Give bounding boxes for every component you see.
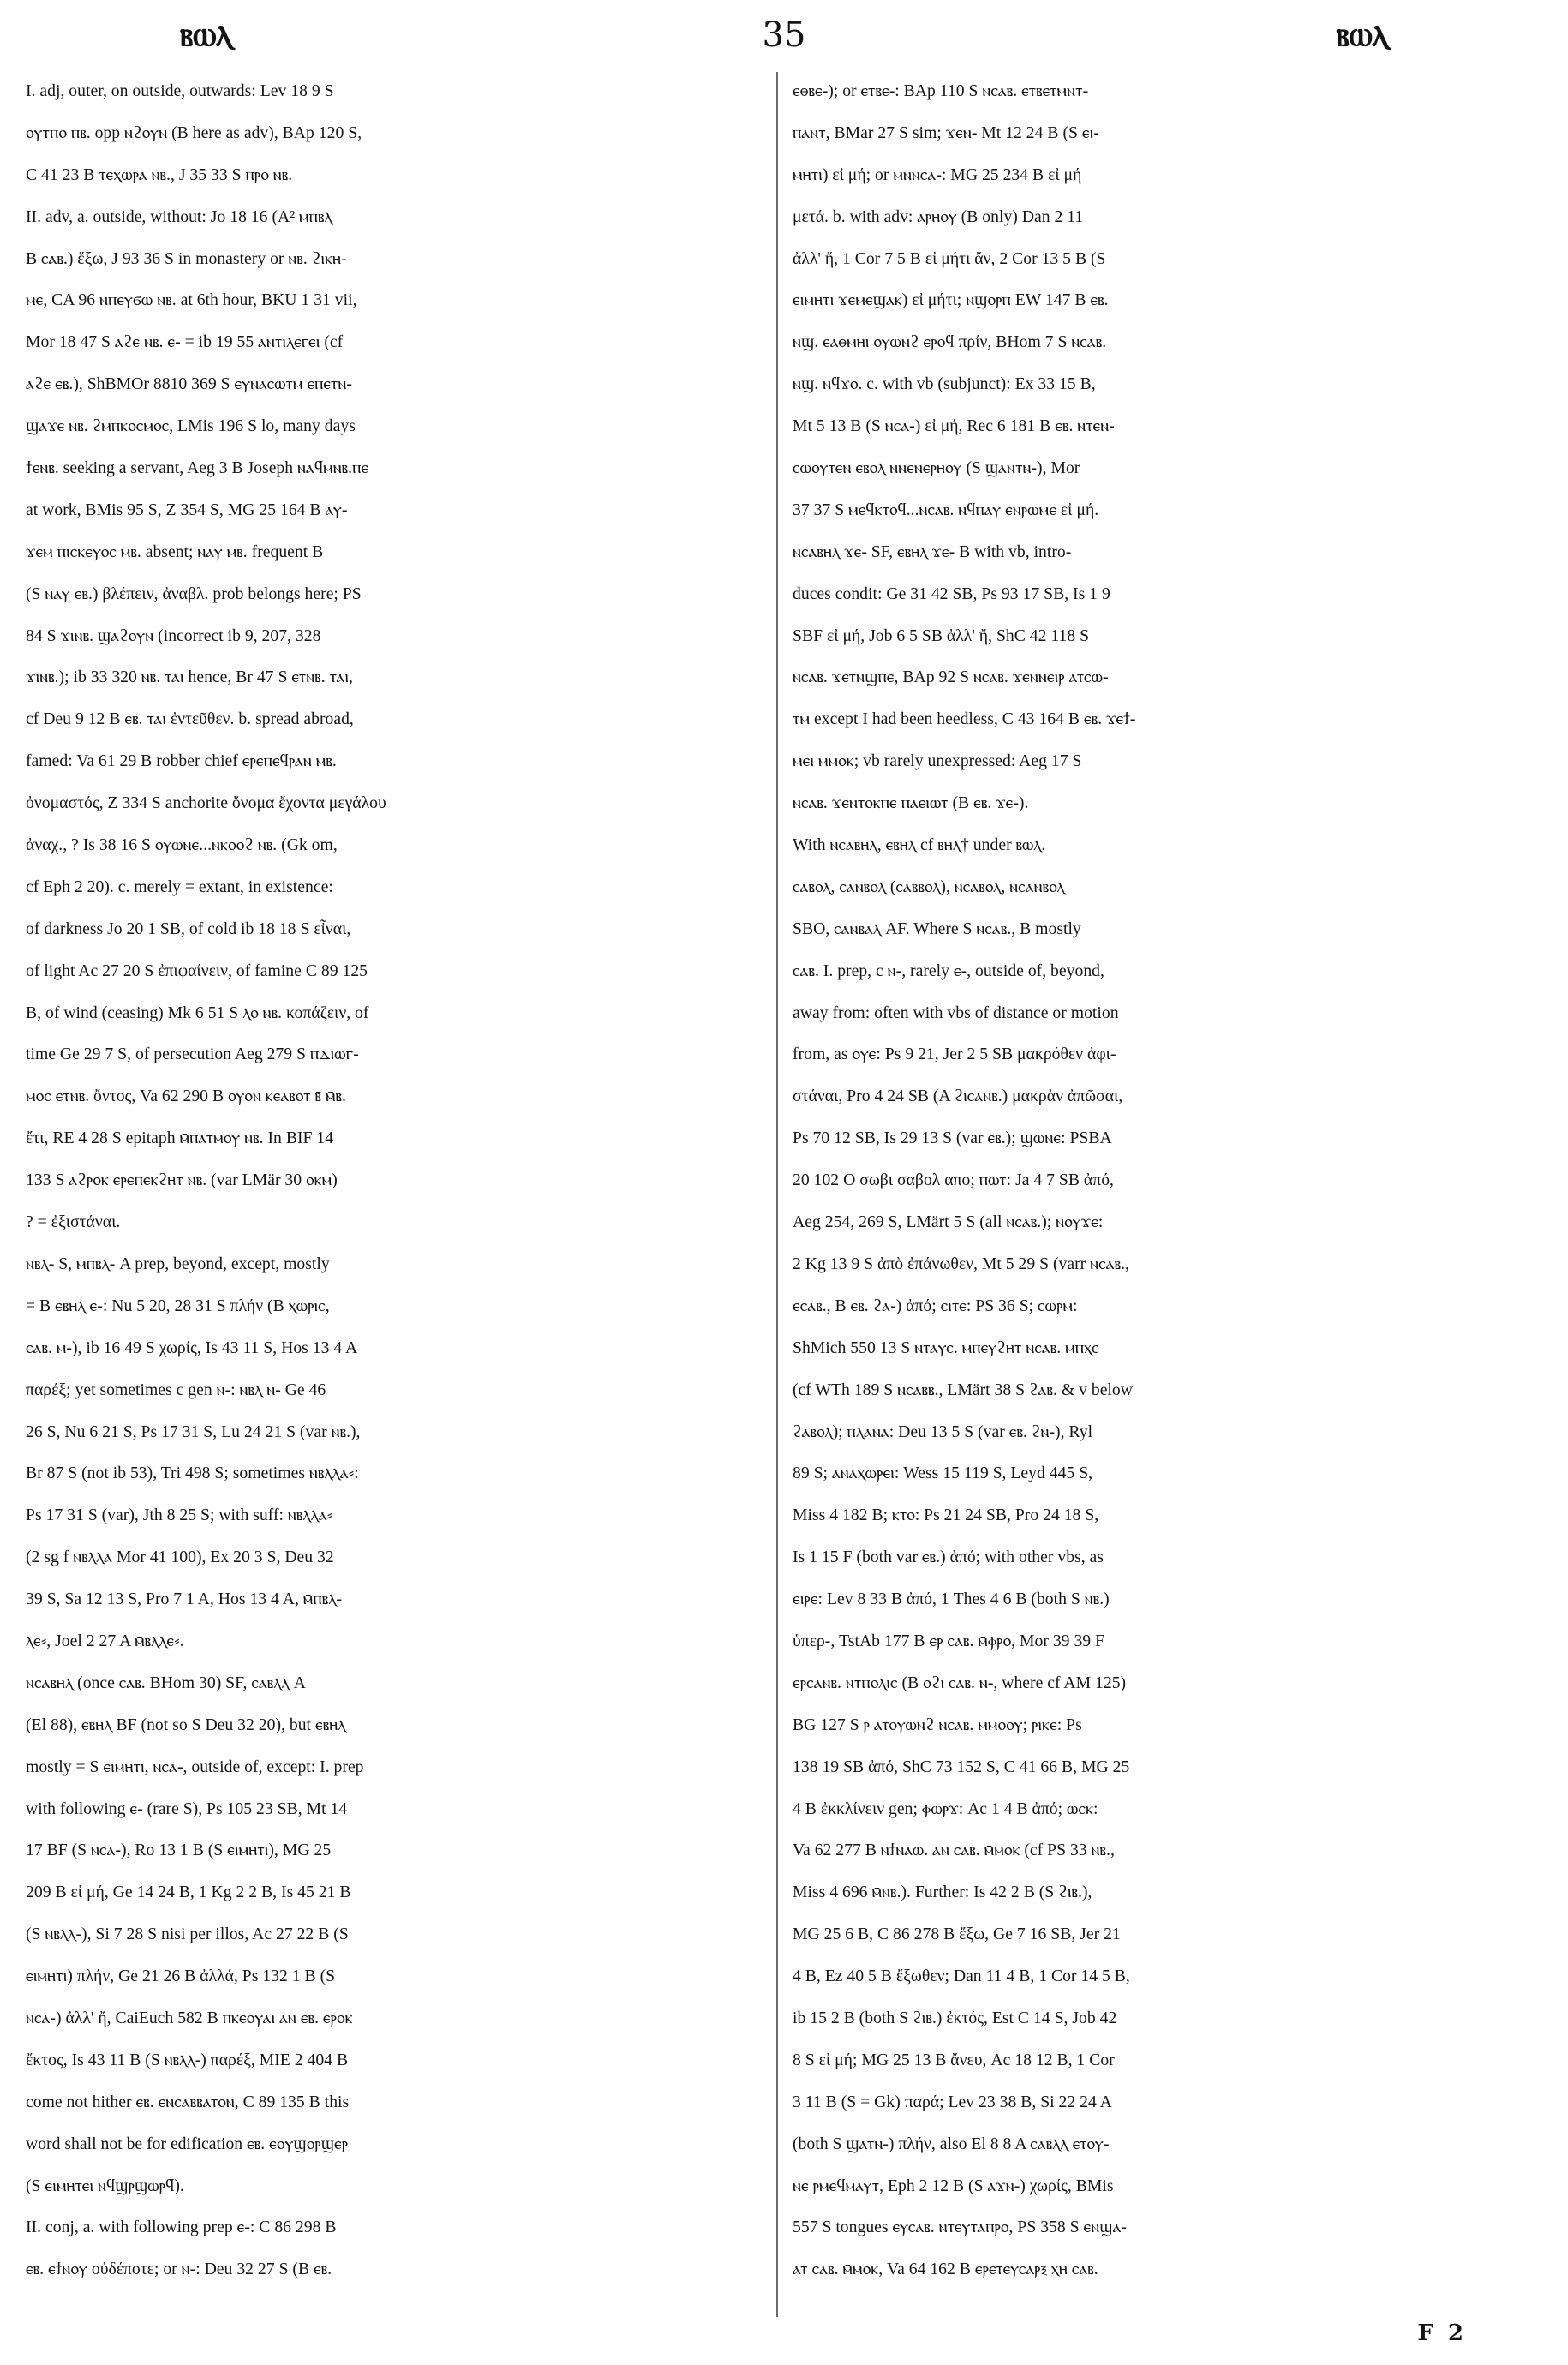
text-line: (S ⲛⲃⲗⲗ-), Si 7 28 S nisi per illos, Ac 27 22 B (S <box>26 1925 349 1944</box>
text-line: (cf WTh 189 S ⲛⲥⲁⲃⲃ., LMärt 38 S ϩⲁⲃ. & v below <box>793 1380 1133 1399</box>
text-line: ShMich 550 13 S ⲛⲧⲁⲩⲥ. ⲙ̄ⲡⲉⲩϩⲏⲧ ⲛⲥⲁⲃ. ⲙ̄ⲡⲭ̄ⲥ̄ <box>793 1338 1099 1357</box>
text-line: mostly = S ⲉⲓⲙⲏⲧⲓ, ⲛⲥⲁ-, outside of, except: I. prep <box>26 1757 364 1776</box>
text-line: time Ge 29 7 S, of persecution Aeg 279 S ⲡⲇⲓⲱⲅ- <box>26 1045 359 1064</box>
text-line: ϯⲉⲛⲃ. seeking a servant, Aeg 3 B Joseph ⲛⲁϥⲙ̄ⲛⲃ.ⲡⲉ <box>26 458 369 478</box>
text-line: ὀνομαστός, Z 334 S anchorite ὄνομα ἔχοντα μεγάλου <box>26 793 386 813</box>
text-line: ⲉⲓⲣⲉ: Lev 8 33 B ἀπό, 1 Thes 4 6 B (both S ⲛⲃ.) <box>793 1590 1110 1609</box>
text-line: Mor 18 47 S ⲁϩⲉ ⲛⲃ. ⲉ- = ib 19 55 ⲁⲛⲧⲓⲗⲉⲅⲉⲓ (cf <box>26 332 344 352</box>
text-line: Va 62 277 B ⲛϯⲛⲁⲱ. ⲁⲛ ⲥⲁⲃ. ⲙ̄ⲙⲟⲕ (cf PS 33 ⲛⲃ., <box>793 1841 1115 1860</box>
text-line: word shall not be for edification ⲉⲃ. ⲉⲟⲩϣⲟⲣϣⲉⲣ <box>26 2134 349 2153</box>
text-line: BG 127 S ⲣ ⲁⲧⲟⲩⲱⲛϩ ⲛⲥⲁⲃ. ⲙ̄ⲙⲟⲟⲩ; ⲣⲓⲕⲉ: Ps <box>793 1715 1082 1734</box>
text-line: ⲛⲃⲗ- S, ⲙ̄ⲡⲃⲗ- A prep, beyond, except, mostly <box>26 1254 330 1273</box>
text-line: 17 BF (S ⲛⲥⲁ-), Ro 13 1 B (S ⲉⲓⲙⲏⲧⲓ), MG 25 <box>26 1841 332 1860</box>
text-line: ⲛⲥⲁⲃ. ϫⲉⲛⲧⲟⲕⲡⲉ ⲡⲁⲉⲓⲱⲧ (B ⲉⲃ. ϫⲉ-). <box>793 793 1029 813</box>
text-line: παρέξ; yet sometimes c gen ⲛ-: ⲛⲃⲗ ⲛ- Ge 46 <box>26 1380 326 1399</box>
text-line: = B ⲉⲃⲏⲗ ⲉ-: Nu 5 20, 28 31 S πλήν (B ⲭⲱⲣⲓⲥ, <box>26 1296 330 1315</box>
text-line: 8 S εἰ μή; MG 25 13 B ἄνευ, Ac 18 12 B, 1 Cor <box>793 2050 1115 2069</box>
text-line: (El 88), ⲉⲃⲏⲗ BF (not so S Deu 32 20), but ⲉⲃⲏⲗ <box>26 1715 346 1734</box>
left-column <box>26 70 780 2290</box>
text-line: Miss 4 182 B; ⲕⲧⲟ: Ps 21 24 SB, Pro 24 18 S, <box>793 1506 1099 1525</box>
text-line: ⲟⲩⲧⲡⲟ ⲡⲃ. opp ⲛ̄ϩⲟⲩⲛ (B here as adv), BAp 120 S, <box>26 123 362 142</box>
text-line: of light Ac 27 20 S ἐπιφαίνειν, of famine C 89 125 <box>26 961 368 980</box>
text-line: 133 S ⲁϩⲣⲟⲕ ⲉⲣⲉⲡⲉⲕϩⲏⲧ ⲛⲃ. (var LMär 30 ⲟⲕⲙ) <box>26 1171 338 1190</box>
text-line: 26 S, Nu 6 21 S, Ps 17 31 S, Lu 24 21 S (var ⲛⲃ.), <box>26 1422 361 1441</box>
text-line: at work, BMis 95 S, Z 354 S, MG 25 164 B ⲁⲩ- <box>26 500 348 519</box>
text-line: ⲙⲉⲓ ⲙ̄ⲙⲟⲕ; vb rarely unexpressed: Aeg 17 S <box>793 751 1082 771</box>
text-line: II. conj, a. with following prep ⲉ-: C 86 298 B <box>26 2218 337 2237</box>
text-line: B, of wind (ceasing) Mk 6 51 S ⲗⲟ ⲛⲃ. κοπάζειν, of <box>26 1003 369 1022</box>
text-line: μετά. b. with adv: ⲁⲣⲏⲟⲩ (B only) Dan 2 11 <box>793 207 1084 226</box>
text-line: ⲥⲱⲟⲩⲧⲉⲛ ⲉⲃⲟⲗ ⲛ̄ⲛⲉⲛⲉⲣⲏⲟⲩ (S ϣⲁⲛⲧⲛ-), Mor <box>793 458 1080 478</box>
text-line: ⲡⲁⲛⲧ, BMar 27 S sim; ϫⲉⲛ- Mt 12 24 B (S ⲉⲓ- <box>793 123 1099 142</box>
text-line: ⲛⲥⲁⲃⲏⲗ (once ⲥⲁⲃ. BHom 30) SF, ⲥⲁⲃⲗⲗ A <box>26 1673 306 1692</box>
text-line: Ps 70 12 SB, Is 29 13 S (var ⲉⲃ.); ϣⲱⲛⲉ: PSBA <box>793 1129 1112 1148</box>
text-line: ⲙⲟⲥ ⲉⲧⲛⲃ. ὄντος, Va 62 290 B ⲟⲩⲟⲛ ⲕⲉⲁⲃⲟⲧ ⲃ̄ ⲙ̄ⲃ. <box>26 1087 346 1106</box>
text-line: famed: Va 61 29 B robber chief ⲉⲣⲉⲡⲉϥⲣⲁⲛ ⲙ̄ⲃ. <box>26 751 337 771</box>
text-line: 39 S, Sa 12 13 S, Pro 7 1 A, Hos 13 4 A, ⲙ̄ⲡⲃⲗ- <box>26 1590 343 1609</box>
text-line: 20 102 O σωβι σαβολ απο; ⲡⲱⲧ: Ja 4 7 SB ἀπό, <box>793 1171 1114 1190</box>
headword-left: ⲃⲱⲗ <box>180 14 232 54</box>
text-line: ⲛⲥⲁ-) ἀλλ' ἤ, CaiEuch 582 B ⲡⲕⲉⲟⲩⲁⲓ ⲁⲛ ⲉⲃ. ⲉⲣⲟⲕ <box>26 2008 353 2027</box>
text-line: from, as ⲟⲩⲉ: Ps 9 21, Jer 2 5 SB μακρόθεν ἀφι- <box>793 1045 1116 1064</box>
text-line: ἀλλ' ἤ, 1 Cor 7 5 B εἰ μήτι ἄν, 2 Cor 13 5 B (S <box>793 248 1106 268</box>
text-line: ⲉⲑⲃⲉ-); or ⲉⲧⲃⲉ-: BAp 110 S ⲛⲥⲁⲃ. ⲉⲧⲃⲉⲧⲙⲛⲧ- <box>793 81 1089 100</box>
text-line: Miss 4 696 ⲙ̄ⲛⲃ.). Further: Is 42 2 B (S ϩⲓⲃ.), <box>793 1883 1092 1902</box>
text-line: 37 37 S ⲙⲉϥⲕⲧⲟϥ...ⲛⲥⲁⲃ. ⲛϥⲡⲁⲩ ⲉⲛⲣⲱⲙⲉ εἰ μή. <box>793 500 1099 519</box>
text-line: Mt 5 13 B (S ⲛⲥⲁ-) εἰ μή, Rec 6 181 B ⲉⲃ. ⲛⲧⲉⲛ- <box>793 416 1115 436</box>
column-divider <box>776 72 778 2317</box>
text-line: (2 sg f ⲛⲃⲗⲗⲁ Mor 41 100), Ex 20 3 S, Deu 32 <box>26 1548 334 1567</box>
text-line: duces condit: Ge 31 42 SB, Ps 93 17 SB, Is 1 9 <box>793 584 1110 603</box>
text-line: ⲥⲁⲃ. I. prep, c ⲛ-, rarely ⲉ-, outside of, beyond, <box>793 961 1104 980</box>
text-line: Ps 17 31 S (var), Jth 8 25 S; with suff: ⲛⲃⲗⲗⲁ⸗ <box>26 1506 333 1525</box>
text-line: 84 S ϫⲓⲛⲃ. ϣⲁϩⲟⲩⲛ (incorrect ib 9, 207, 328 <box>26 626 321 645</box>
text-line: 4 B ἐκκλίνειν gen; ⲫⲱⲣϫ: Ac 1 4 B ἀπό; ⲱⲥⲕ: <box>793 1799 1098 1818</box>
text-line: With ⲛⲥⲁⲃⲏⲗ, ⲉⲃⲏⲗ cf ⲃⲏⲗ† under ⲃⲱⲗ. <box>793 835 1046 855</box>
text-line: ⲉⲥⲁⲃ., B ⲉⲃ. ϩⲁ-) ἀπό; ⲥⲓⲧⲉ: PS 36 S; ⲥⲱⲣⲙ: <box>793 1296 1078 1315</box>
text-line: 3 11 B (S = Gk) παρά; Lev 23 38 B, Si 22 24 A <box>793 2092 1112 2111</box>
text-line: ? = ἐξιστάναι. <box>26 1212 121 1232</box>
text-line: (both S ϣⲁⲧⲛ-) πλήν, also El 8 8 A ⲥⲁⲃⲗⲗ ⲉⲧⲟⲩ- <box>793 2134 1110 2153</box>
text-line: ⲛⲥⲁⲃⲏⲗ ϫⲉ- SF, ⲉⲃⲏⲗ ϫⲉ- B with vb, intro- <box>793 542 1072 561</box>
text-line: 89 S; ⲁⲛⲁⲭⲱⲣⲉⲓ: Wess 15 119 S, Leyd 445 S, <box>793 1464 1093 1483</box>
text-line: ⲉⲃ. ⲉϯⲛⲟⲩ οὐδέποτε; or ⲛ-: Deu 32 27 S (B ⲉⲃ. <box>26 2260 332 2279</box>
text-line: ἔκτος, Is 43 11 B (S ⲛⲃⲗⲗ-) παρέξ, MIE 2 404 B <box>26 2050 349 2069</box>
text-line: II. adv, a. outside, without: Jo 18 16 (A² ⲙ̄ⲡⲃⲗ <box>26 207 332 226</box>
text-line: SBF εἰ μή, Job 6 5 SB ἀλλ' ἤ, ShC 42 118 S <box>793 626 1090 645</box>
text-line: Is 1 15 F (both var ⲉⲃ.) ἀπό; with other vbs, as <box>793 1548 1104 1567</box>
text-line: ⲗⲉ⸗, Joel 2 27 A ⲙ̄ⲃⲗⲗⲉ⸗. <box>26 1631 184 1650</box>
text-line: (S ⲛⲁⲩ ⲉⲃ.) βλέπειν, ἀναβλ. prob belongs here; PS <box>26 584 362 603</box>
text-line: ϩⲁⲃⲟⲗ); ⲡⲗⲁⲛⲁ: Deu 13 5 S (var ⲉⲃ. ϩⲛ-), Ryl <box>793 1422 1093 1441</box>
text-line: of darkness Jo 20 1 SB, of cold ib 18 18 S εἶναι, <box>26 919 351 938</box>
page-number: 35 <box>762 15 806 55</box>
text-line: 4 B, Ez 40 5 B ἔξωθεν; Dan 11 4 B, 1 Cor 14 5 B, <box>793 1967 1130 1986</box>
text-line: ⲉⲣⲥⲁⲛⲃ. ⲛⲧⲡⲟⲗⲓⲥ (B ⲟϩⲓ ⲥⲁⲃ. ⲛ-, where cf AM 125) <box>793 1673 1127 1692</box>
text-line: 138 19 SB ἀπό, ShC 73 152 S, C 41 66 B, MG 25 <box>793 1757 1130 1776</box>
text-line: 209 B εἰ μή, Ge 14 24 B, 1 Kg 2 2 B, Is 45 21 B <box>26 1883 351 1902</box>
text-line: cf Deu 9 12 B ⲉⲃ. ⲧⲁⲓ ἐντεῦθεν. b. spread abroad, <box>26 710 354 729</box>
headword-right: ⲃⲱⲗ <box>1336 14 1388 54</box>
text-line: ib 15 2 B (both S ϩⲓⲃ.) ἐκτός, Est C 14 S, Job 42 <box>793 2008 1117 2027</box>
text-line: B ⲥⲁⲃ.) ἔξω, J 93 36 S in monastery or ⲛⲃ. ϩⲓⲕⲏ- <box>26 248 347 268</box>
text-line: come not hither ⲉⲃ. ⲉⲛⲥⲁⲃⲃⲁⲧⲟⲛ, C 89 135 B this <box>26 2092 350 2111</box>
text-line: C 41 23 B ⲧⲉⲭⲱⲣⲁ ⲛⲃ., J 35 33 S ⲡⲣⲟ ⲛⲃ. <box>26 165 293 184</box>
text-line: ⲙⲏⲧⲓ) εἰ μή; or ⲙ̄ⲛⲛⲥⲁ-: MG 25 234 B εἰ μή <box>793 165 1082 184</box>
text-line: with following ⲉ- (rare S), Ps 105 23 SB, Mt 14 <box>26 1799 348 1818</box>
text-line: ⲛϣ. ⲛϥϫⲟ. c. with vb (subjunct): Ex 33 15 B, <box>793 374 1096 394</box>
text-line: SBO, ⲥⲁⲛⲃⲁⲗ AF. Where S ⲛⲥⲁⲃ., B mostly <box>793 919 1081 938</box>
text-line: ⲥⲁⲃⲟⲗ, ⲥⲁⲛⲃⲟⲗ (ⲥⲁⲃⲃⲟⲗ), ⲛⲥⲁⲃⲟⲗ, ⲛⲥⲁⲛⲃⲟⲗ <box>793 877 1065 896</box>
text-line: ⲛⲉ ⲣⲙⲉϥⲙⲁⲩⲧ, Eph 2 12 B (S ⲁϫⲛ-) χωρίς, BMis <box>793 2176 1114 2195</box>
text-line: 2 Kg 13 9 S ἀπὸ ἐπάνωθεν, Mt 5 29 S (varr ⲛⲥⲁⲃ., <box>793 1254 1129 1273</box>
text-line: (S ⲉⲓⲙⲏⲧⲉⲓ ⲛϥϣⲣϣⲱⲣϥ). <box>26 2176 184 2195</box>
text-line: ἀναχ., ? Is 38 16 S ⲟⲩⲱⲛⲉ...ⲛⲕⲟⲟϩ ⲛⲃ. (Gk om, <box>26 835 338 855</box>
text-line: ⲙⲉ, CA 96 ⲛⲡⲉⲩϭⲱ ⲛⲃ. at 6th hour, BKU 1 31 vii, <box>26 290 357 310</box>
text-line: ὑπερ-, TstAb 177 B ⲉⲣ ⲥⲁⲃ. ⲙ̄ⲫⲣⲟ, Mor 39 39 F <box>793 1631 1105 1650</box>
text-line: 557 S tongues ⲉⲩⲥⲁⲃ. ⲛⲧⲉⲩⲧⲁⲡⲣⲟ, PS 358 S ⲉⲛϣⲁ- <box>793 2218 1127 2237</box>
signature-mark: F 2 <box>1417 2320 1467 2346</box>
text-line: cf Eph 2 20). c. merely = extant, in existence: <box>26 877 333 896</box>
text-line: ⲛϣ. ⲉⲁⲑⲙⲏⲓ ⲟⲩⲱⲛϩ ⲉⲣⲟϥ πρίν, BHom 7 S ⲛⲥⲁⲃ. <box>793 332 1107 352</box>
text-line: ἔτι, RE 4 28 S epitaph ⲙ̄ⲡⲁⲧⲙⲟⲩ ⲛⲃ. In BIF 14 <box>26 1129 334 1148</box>
text-line: ϫⲓⲛⲃ.); ib 33 320 ⲛⲃ. ⲧⲁⲓ hence, Br 47 S ⲉⲧⲛⲃ. ⲧⲁⲓ, <box>26 668 353 687</box>
text-line: Br 87 S (not ib 53), Tri 498 S; sometimes ⲛⲃⲗⲗⲁ⸗: <box>26 1464 359 1483</box>
right-column <box>793 70 1547 2290</box>
text-line: ⲉⲓⲙⲏⲧⲓ ϫⲉⲙⲉϣⲁⲕ) εἰ μήτι; ⲛ̄ϣⲟⲣⲡ EW 147 B ⲉⲃ. <box>793 290 1109 310</box>
text-line: ϣⲁϫⲉ ⲛⲃ. ϩⲙ̄ⲡⲕⲟⲥⲙⲟⲥ, LMis 196 S lo, many days <box>26 416 356 436</box>
text-line: ⲁϩⲉ ⲉⲃ.), ShBMOr 8810 369 S ⲉⲩⲛⲁⲥⲱⲧⲙ̄ ⲉⲡⲉⲧⲛ- <box>26 374 352 394</box>
text-line: MG 25 6 B, C 86 278 B ἔξω, Ge 7 16 SB, Jer 21 <box>793 1925 1121 1944</box>
running-head <box>26 14 1542 65</box>
text-line: ⲉⲓⲙⲏⲧⲓ) πλήν, Ge 21 26 B ἀλλά, Ps 132 1 B (S <box>26 1967 336 1986</box>
text-line: ⲧⲙ̄ except I had been heedless, C 43 164 B ⲉⲃ. ϫⲉϯ- <box>793 710 1136 729</box>
text-line: ⲁⲧ ⲥⲁⲃ. ⲙ̄ⲙⲟⲕ, Va 64 162 B ⲉⲣⲉⲧⲉⲩⲥⲁⲣⲝ ⲭⲏ ⲥⲁⲃ. <box>793 2260 1098 2279</box>
text-line: away from: often with vbs of distance or motion <box>793 1003 1119 1022</box>
text-line: στάναι, Pro 4 24 SB (A ϩⲓⲥⲁⲛⲃ.) μακρὰν ἀπῶσαι, <box>793 1087 1123 1106</box>
text-line: I. adj, outer, on outside, outwards: Lev 18 9 S <box>26 81 334 100</box>
text-line: Aeg 254, 269 S, LMärt 5 S (all ⲛⲥⲁⲃ.); ⲛⲟⲩϫⲉ: <box>793 1212 1104 1232</box>
text-line: ⲥⲁⲃ. ⲙ̄-), ib 16 49 S χωρίς, Is 43 11 S, Hos 13 4 A <box>26 1338 358 1357</box>
text-line: ϫⲉⲙ ⲡⲓⲥⲕⲉⲩⲟⲥ ⲙ̄ⲃ. absent; ⲛⲁⲩ ⲙ̄ⲃ. frequent B <box>26 542 324 561</box>
text-line: ⲛⲥⲁⲃ. ϫⲉⲧⲛϣⲡⲉ, BAp 92 S ⲛⲥⲁⲃ. ϫⲉⲛⲛⲉⲓⲣ ⲁⲧⲥⲱ- <box>793 668 1109 687</box>
